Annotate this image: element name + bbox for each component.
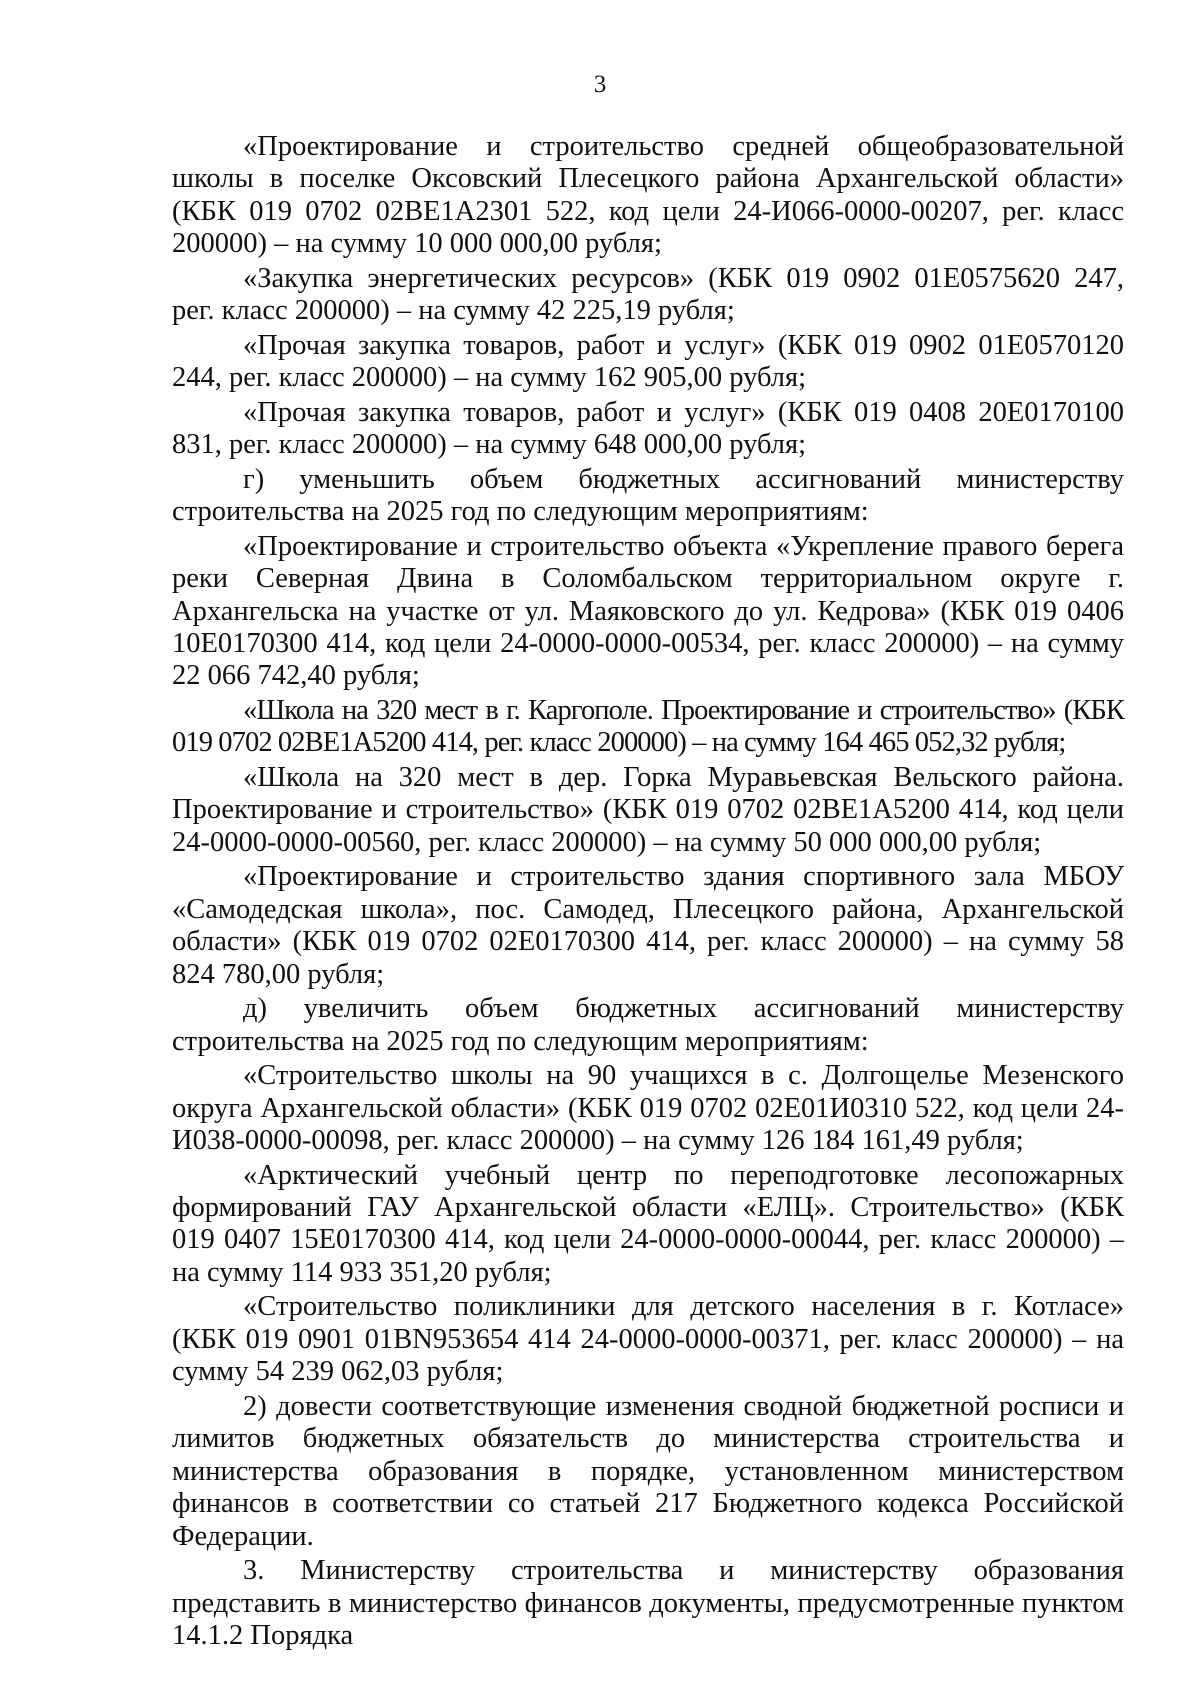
paragraph-other-purchases-0408: «Прочая закупка товаров, работ и услуг» (КБК 019 0408 20Е0170100 831, рег. класс 200000) – на сумму 648 000,00 рубля; [172, 396, 1124, 461]
paragraph-kotlas-clinic: «Строительство поликлиники для детского населения в г. Котласе» (КБК 019 0901 01ВN953654 414 24-0000-0000-00371, рег. класс 200000) – на сумму 54 239 062,03 рубля; [172, 1291, 1124, 1388]
paragraph-arctic-training-center: «Арктический учебный центр по переподготовке лесопожарных формирований ГАУ Архангельской области «ЕЛЦ». Строительство» (КБК 019 0407 15Е0170300 414, код цели 24-0000-0000-00044, рег. класс 200000) – на сумму 114 933 351,20 рубля; [172, 1159, 1124, 1288]
paragraph-energy-resources: «Закупка энергетических ресурсов» (КБК 019 0902 01Е0575620 247, рег. класс 200000) – на сумму 42 225,19 рубля; [172, 262, 1124, 327]
document-body [172, 131, 1124, 1652]
paragraph-dvina-bank: «Проектирование и строительство объекта «Укрепление правого берега реки Северная Двина в Соломбальском территориальном округе г. Архангельска на участке от ул. Маяковского до ул. Кедрова» (КБК 019 0406 10Е0170300 414, код цели 24-0000-0000-00534, рег. класс 200000) – на сумму 22 066 742,40 рубля; [172, 530, 1124, 692]
paragraph-samoded-gym: «Проектирование и строительство здания спортивного зала МБОУ «Самодедская школа», пос. Самодед, Плесецкого района, Архангельской области» (КБК 019 0702 02Е0170300 414, рег. класс 200000) – на сумму 58 824 780,00 рубля; [172, 861, 1124, 990]
paragraph-item-2: 2) довести соответствующие изменения сводной бюджетной росписи и лимитов бюджетных обязательств до министерства строительства и министерства образования в порядке, установленном министерством финансов в соответствии со статьей 217 Бюджетного кодекса Российской Федерации. [172, 1390, 1124, 1552]
paragraph-kargopol-school: «Школа на 320 мест в г. Каргополе. Проектирование и строительство» (КБК 019 0702 02ВЕ1А5200 414, рег. класс 200000) – на сумму 164 465 052,32 рубля; [172, 695, 1124, 759]
paragraph-item-3: 3. Министерству строительства и министерству образования представить в министерство финансов документы, предусмотренные пунктом 14.1.2 Порядка [172, 1555, 1124, 1651]
paragraph-gorka-school: «Школа на 320 мест в дер. Горка Муравьевская Вельского района. Проектирование и строительство» (КБК 019 0702 02ВЕ1А5200 414, код цели 24-0000-0000-00560, рег. класс 200000) – на сумму 50 000 000,00 рубля; [172, 762, 1124, 858]
page-number: 3 [593, 71, 607, 98]
paragraph-dolgoshchelye-school: «Строительство школы на 90 учащихся в с. Долгощелье Мезенского округа Архангельской области» (КБК 019 0702 02Е01И0310 522, код цели 24-И038-0000-00098, рег. класс 200000) – на сумму 126 184 161,49 рубля; [172, 1060, 1124, 1157]
paragraph-other-purchases-0902: «Прочая закупка товаров, работ и услуг» (КБК 019 0902 01Е0570120 244, рег. класс 200000) – на сумму 162 905,00 рубля; [172, 329, 1124, 394]
paragraph-item-g-decrease: г) уменьшить объем бюджетных ассигнований министерству строительства на 2025 год по следующим мероприятиям: [172, 463, 1124, 528]
paragraph-item-d-increase: д) увеличить объем бюджетных ассигнований министерству строительства на 2025 год по следующим мероприятиям: [172, 993, 1124, 1057]
paragraph-oksovsky-school: «Проектирование и строительство средней общеобразовательной школы в поселке Оксовский Плесецкого района Архангельской области» (КБК 019 0702 02ВЕ1А2301 522, код цели 24-И066-0000-00207, рег. класс 200000) – на сумму 10 000 000,00 рубля; [172, 131, 1124, 260]
